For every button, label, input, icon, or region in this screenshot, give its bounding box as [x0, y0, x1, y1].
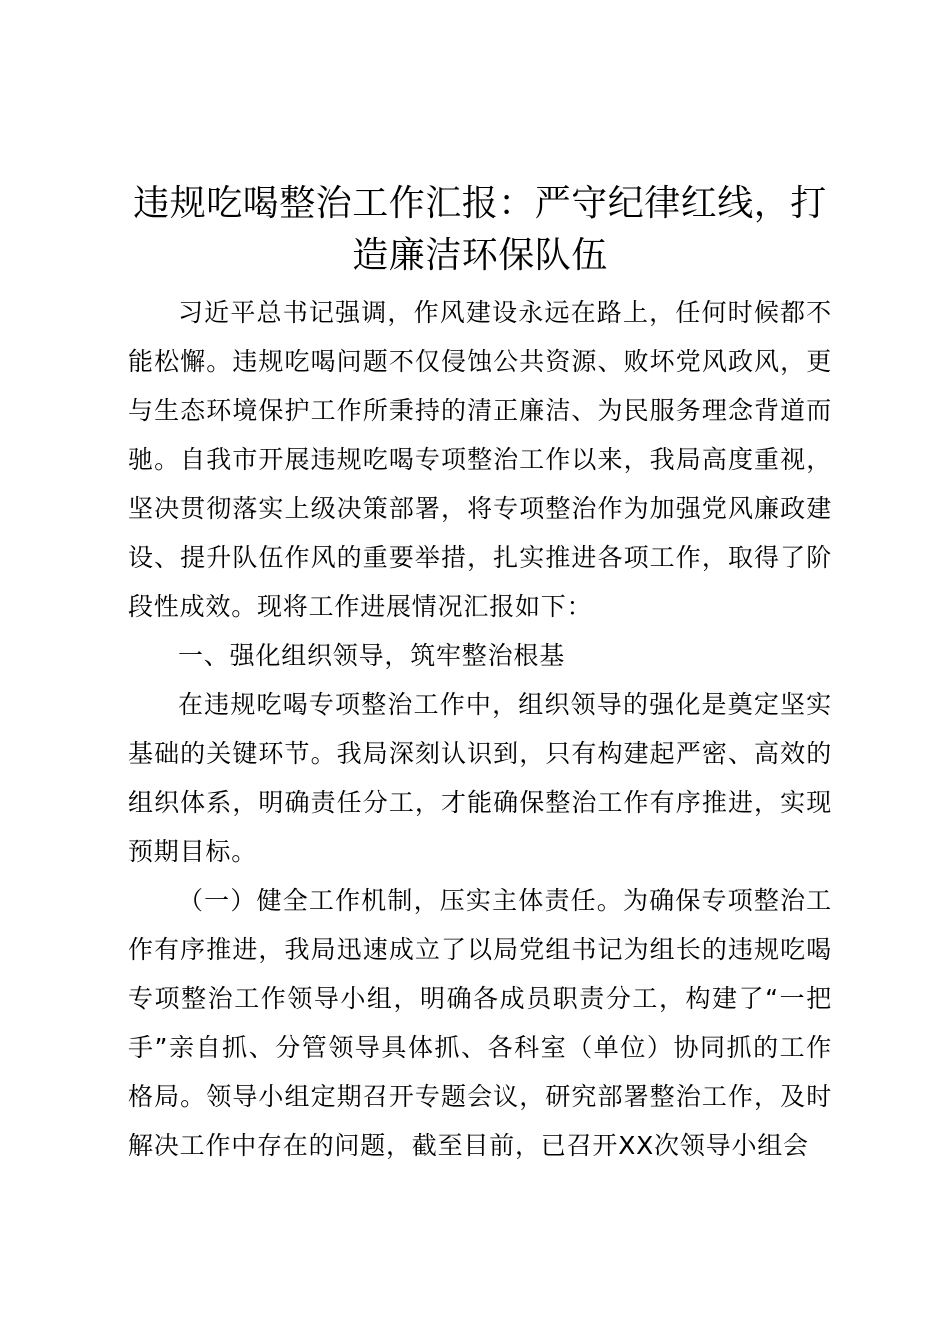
- document-title: 违规吃喝整治工作汇报：严守纪律红线，打造廉洁环保队伍: [133, 183, 827, 276]
- subsection-1-paragraph: （一）健全工作机制，压实主体责任。为确保专项整治工作有序推进，我局迅速成立了以局党组书记为组长的违规吃喝专项整治工作领导小组，明确各成员职责分工，构建了“一把手”亲自抓、分管领导具体抓、各科室（单位）协同抓的工作格局。领导小组定期召开专题会议，研究部署整治工作，及时解决工作中存在的问题，截至目前，已召开XX次领导小组会: [128, 886, 832, 1160]
- intro-paragraph: 习近平总书记强调，作风建设永远在路上，任何时候都不能松懈。违规吃喝问题不仅侵蚀公共资源、败坏党风政风，更与生态环境保护工作所秉持的清正廉洁、为民服务理念背道而驰。自我市开展违规吃喝专项整治工作以来，我局高度重视，坚决贯彻落实上级决策部署，将专项整治作为加强党风廉政建设、提升队伍作风的重要举措，扎实推进各项工作，取得了阶段性成效。现将工作进展情况汇报如下：: [128, 298, 832, 621]
- section-heading-1: 一、强化组织领导，筑牢整治根基: [178, 641, 566, 670]
- section-1-paragraph: 在违规吃喝专项整治工作中，组织领导的强化是奠定坚实基础的关键环节。我局深刻认识到，只有构建起严密、高效的组织体系，明确责任分工，才能确保整治工作有序推进，实现预期目标。: [128, 690, 832, 866]
- document-page: [128, 178, 832, 1170]
